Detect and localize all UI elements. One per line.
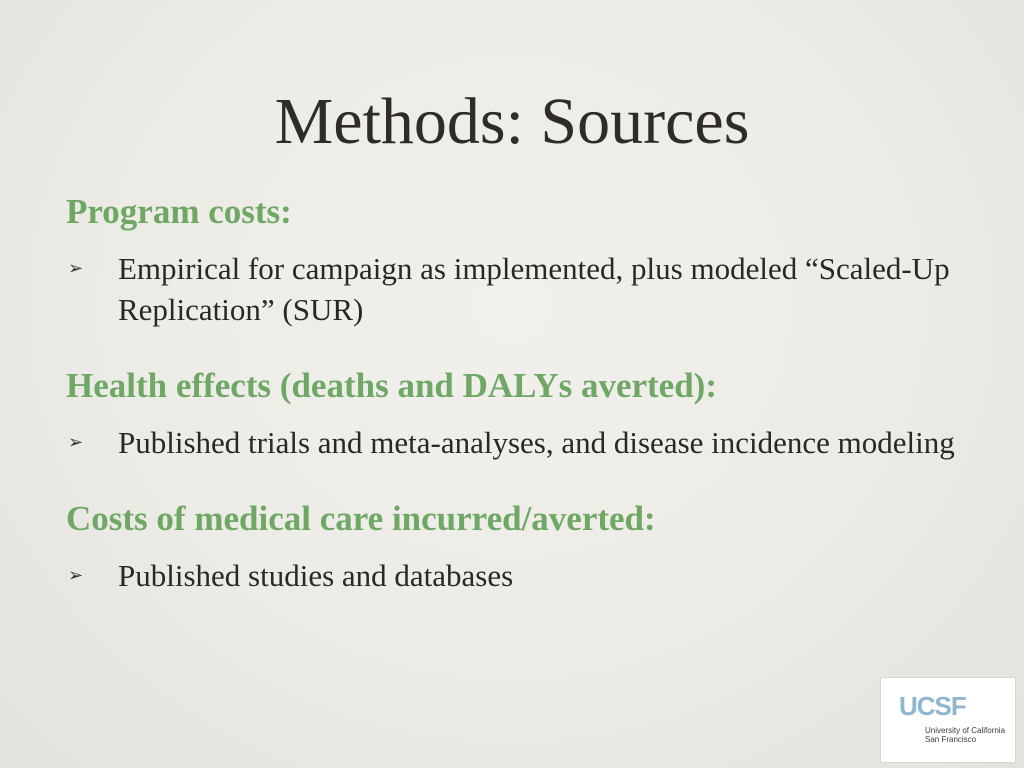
- bullet-text: Published studies and databases: [118, 558, 514, 593]
- bullet-item: [66, 248, 966, 330]
- section-heading: Program costs:: [66, 192, 292, 231]
- slide-title: Methods: Sources: [274, 85, 750, 158]
- ucsf-logo-mark: UCSF: [899, 691, 966, 721]
- ucsf-logo-line1: University of California: [925, 726, 1006, 735]
- arrow-bullet-icon: ➢: [68, 258, 84, 278]
- section-medical-costs: [66, 497, 966, 596]
- bullet-text: Published trials and meta-analyses, and disease incidence modeling: [118, 425, 955, 460]
- section-heading: Costs of medical care incurred/averted:: [66, 499, 656, 538]
- arrow-bullet-icon: ➢: [68, 432, 84, 452]
- ucsf-logo-line2: San Francisco: [925, 735, 977, 744]
- bullet-text: Empirical for campaign as implemented, plus modeled “Scaled-Up Replication” (SUR): [118, 251, 950, 327]
- section-health-effects: [66, 364, 966, 463]
- bullet-item: [66, 422, 966, 463]
- slide-content: [66, 190, 966, 596]
- bullet-item: [66, 555, 966, 596]
- ucsf-logo: [880, 677, 1016, 763]
- section-heading: Health effects (deaths and DALYs averted):: [66, 366, 717, 405]
- section-program-costs: [66, 190, 966, 330]
- arrow-bullet-icon: ➢: [68, 565, 84, 585]
